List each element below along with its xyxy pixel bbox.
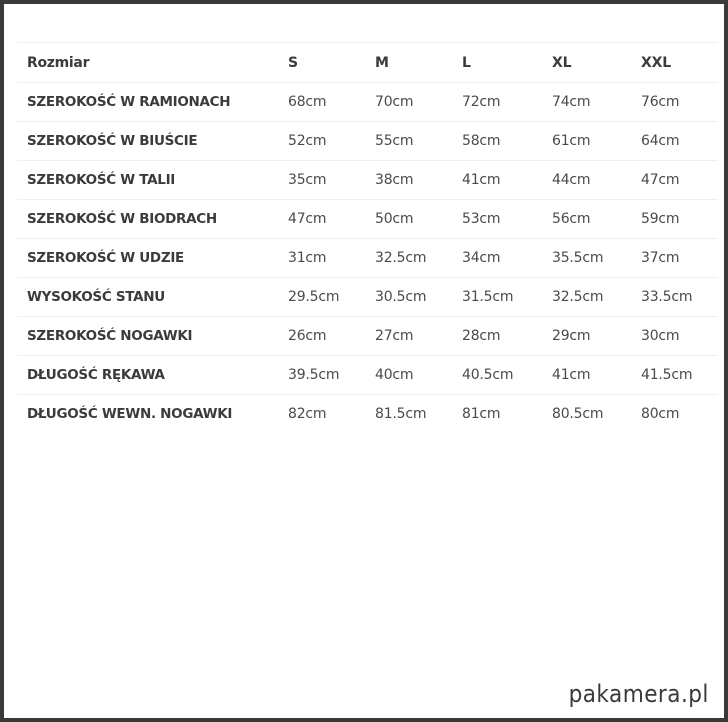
table-cell: 72cm: [462, 83, 552, 122]
table-cell: 80.5cm: [552, 395, 641, 434]
table-cell: 29cm: [552, 317, 641, 356]
table-row: [17, 356, 718, 395]
table-row: [17, 122, 718, 161]
table-cell: 58cm: [462, 122, 552, 161]
table-cell: 41cm: [462, 161, 552, 200]
row-label: DŁUGOŚĆ RĘKAWA: [17, 356, 288, 395]
pakamera-watermark: pakamera.pl: [568, 680, 709, 708]
table-cell: 40cm: [375, 356, 462, 395]
table-cell: 81.5cm: [375, 395, 462, 434]
table-cell: 82cm: [288, 395, 375, 434]
table-cell: 53cm: [462, 200, 552, 239]
row-label: SZEROKOŚĆ W RAMIONACH: [17, 83, 288, 122]
table-cell: 74cm: [552, 83, 641, 122]
table-cell: 41.5cm: [641, 356, 718, 395]
row-label: SZEROKOŚĆ W BIUŚCIE: [17, 122, 288, 161]
table-cell: 32.5cm: [552, 278, 641, 317]
table-cell: 41cm: [552, 356, 641, 395]
table-cell: 35.5cm: [552, 239, 641, 278]
table-cell: 28cm: [462, 317, 552, 356]
table-cell: 40.5cm: [462, 356, 552, 395]
row-label: DŁUGOŚĆ WEWN. NOGAWKI: [17, 395, 288, 434]
row-label: SZEROKOŚĆ NOGAWKI: [17, 317, 288, 356]
header-size-xxl: XXL: [641, 43, 718, 83]
table-cell: 55cm: [375, 122, 462, 161]
table-row: [17, 200, 718, 239]
table-header-row: [17, 43, 718, 83]
table-row: [17, 317, 718, 356]
table-row: [17, 161, 718, 200]
header-size-l: L: [462, 43, 552, 83]
table-cell: 52cm: [288, 122, 375, 161]
table-row: [17, 83, 718, 122]
table-cell: 80cm: [641, 395, 718, 434]
table-cell: 29.5cm: [288, 278, 375, 317]
table-cell: 37cm: [641, 239, 718, 278]
table-cell: 76cm: [641, 83, 718, 122]
header-size-xl: XL: [552, 43, 641, 83]
table-cell: 81cm: [462, 395, 552, 434]
table-cell: 68cm: [288, 83, 375, 122]
row-label: SZEROKOŚĆ W UDZIE: [17, 239, 288, 278]
table-cell: 33.5cm: [641, 278, 718, 317]
header-label: Rozmiar: [17, 43, 288, 83]
table-cell: 59cm: [641, 200, 718, 239]
row-label: WYSOKOŚĆ STANU: [17, 278, 288, 317]
table-cell: 31cm: [288, 239, 375, 278]
table-cell: 35cm: [288, 161, 375, 200]
table-cell: 56cm: [552, 200, 641, 239]
table-cell: 32.5cm: [375, 239, 462, 278]
row-label: SZEROKOŚĆ W TALII: [17, 161, 288, 200]
table-cell: 47cm: [288, 200, 375, 239]
header-size-m: M: [375, 43, 462, 83]
table-row: [17, 395, 718, 434]
table-cell: 31.5cm: [462, 278, 552, 317]
table-cell: 61cm: [552, 122, 641, 161]
table-cell: 30cm: [641, 317, 718, 356]
table-cell: 50cm: [375, 200, 462, 239]
table-cell: 38cm: [375, 161, 462, 200]
table-cell: 70cm: [375, 83, 462, 122]
table-row: [17, 239, 718, 278]
table-cell: 30.5cm: [375, 278, 462, 317]
header-size-s: S: [288, 43, 375, 83]
table-row: [17, 278, 718, 317]
table-cell: 34cm: [462, 239, 552, 278]
table-cell: 27cm: [375, 317, 462, 356]
row-label: SZEROKOŚĆ W BIODRACH: [17, 200, 288, 239]
size-chart-table: [17, 42, 718, 433]
table-cell: 39.5cm: [288, 356, 375, 395]
table-cell: 47cm: [641, 161, 718, 200]
table-cell: 64cm: [641, 122, 718, 161]
table-cell: 26cm: [288, 317, 375, 356]
table-cell: 44cm: [552, 161, 641, 200]
